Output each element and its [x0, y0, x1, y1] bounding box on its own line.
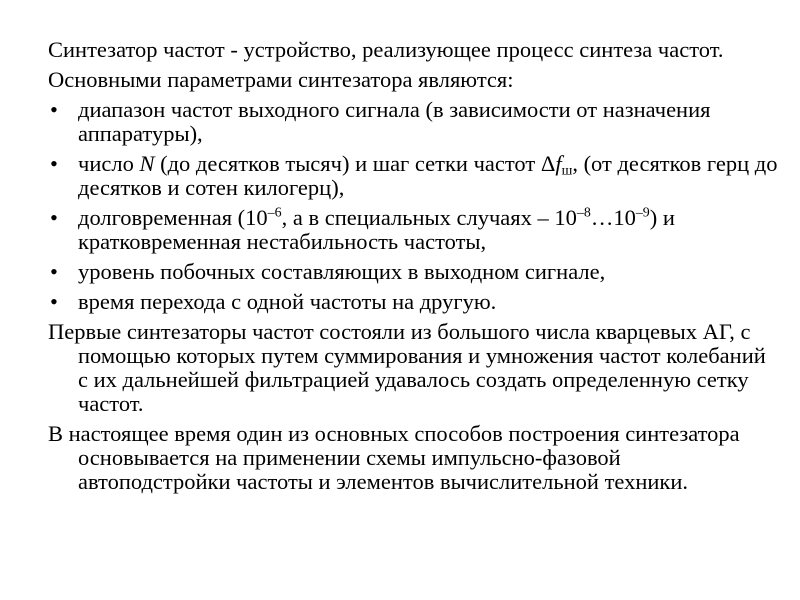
text-segment: (до десятков тысяч) и шаг сетки частот — [154, 151, 541, 176]
exponent: –6 — [267, 205, 282, 221]
bullet-spurious-level — [48, 260, 778, 284]
bullet-text: диапазон частот выходного сигнала (в зависимости от назначения аппаратуры), — [78, 97, 711, 146]
bullet-dot: • — [50, 97, 58, 122]
bullet-dot: • — [50, 151, 58, 176]
text-segment: , а в специальных случаях – 10 — [281, 205, 577, 230]
bullet-grid-step — [48, 152, 778, 200]
bullet-text — [78, 151, 777, 200]
slide-content — [48, 38, 778, 500]
bullet-text: время перехода с одной частоты на другую. — [78, 289, 497, 314]
bullet-text — [78, 205, 675, 254]
text-segment: долговременная (10 — [78, 205, 268, 230]
definition-paragraph: Синтезатор частот - устройство, реализующее процесс синтеза частот. — [48, 37, 724, 62]
modern-method-paragraph: В настоящее время один из основных способов построения синтезатора основывается на применении схемы импульсно-фазовой автоподстройки частоты и элементов вычислительной техники. — [48, 421, 740, 494]
bullet-switching-time — [48, 290, 778, 314]
history-paragraph: Первые синтезаторы частот состояли из большого числа кварцевых АГ, с помощью которых путем суммирования и умножения частот колебаний с их дальнейшей фильтрацией удавалось создать определенную сетку частот. — [48, 319, 766, 416]
delta-symbol: Δ — [540, 151, 556, 176]
variable-n: N — [139, 151, 155, 176]
parameters-intro: Основными параметрами синтезатора являются: — [48, 67, 514, 92]
text-segment: ) и кратковременная нестабильность частоты, — [78, 205, 675, 254]
text-segment: , (от десятков герц до десятков и сотен килогерц), — [78, 151, 778, 200]
bullet-stability — [48, 206, 778, 254]
bullet-dot: • — [50, 259, 58, 284]
subscript-sh: ш — [561, 163, 573, 179]
bullet-text: уровень побочных составляющих в выходном сигнале, — [78, 259, 606, 284]
text-segment: …10 — [590, 205, 636, 230]
text-segment: число — [78, 151, 140, 176]
exponent: –9 — [635, 205, 650, 221]
bullet-frequency-range — [48, 98, 778, 146]
variable-f: f — [555, 151, 562, 176]
bullet-dot: • — [50, 289, 58, 314]
bullet-dot: • — [50, 205, 58, 230]
exponent: –8 — [576, 205, 591, 221]
